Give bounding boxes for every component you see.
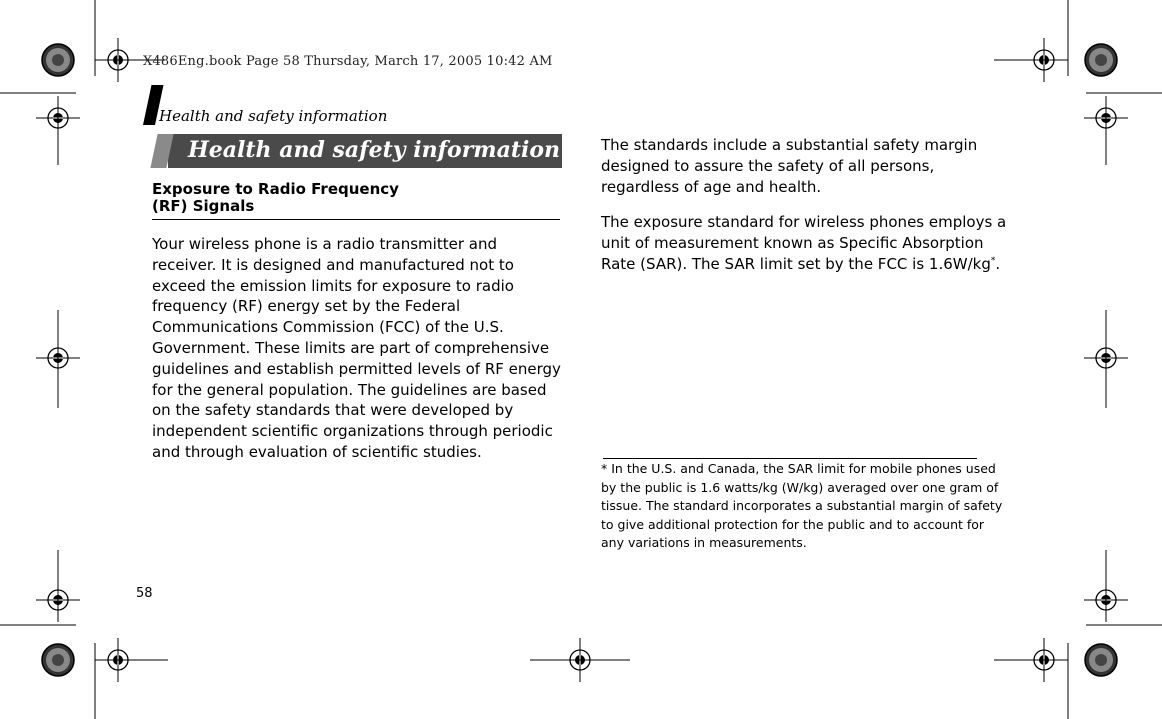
- footnote: [601, 460, 1011, 553]
- page-number: 58: [136, 586, 153, 601]
- starburst-mark-icon: [42, 644, 74, 676]
- starburst-mark-icon: [1085, 44, 1117, 76]
- print-metadata: X486Eng.book Page 58 Thursday, March 17, 2005 10:42 AM: [143, 54, 553, 69]
- left-paragraph: Your wireless phone is a radio transmitter and receiver. It is designed and manufactured not to exceed the emission limits for exposure to radio frequency (RF) energy set by the Federal Communications Commission (FCC) of the U.S. Government. These limits are part of comprehensive guidelines and establish permitted levels of RF energy for the general population. The guidelines are based on the safety standards that were developed by independent scientific organizations through periodic and through evaluation of scientific studies.: [152, 235, 561, 461]
- right-paragraph-1: The standards include a substantial safety margin designed to assure the safety of all persons, regardless of age and health.: [601, 136, 978, 196]
- sar-paragraph-text: The exposure standard for wireless phones employs a unit of measurement known as Specific Absorption Rate (SAR). The SAR limit set by the FCC is 1.6W/kg: [601, 213, 1007, 273]
- subheading: [152, 181, 560, 220]
- footnote-reference: *: [990, 255, 996, 266]
- section-title: Health and safety information: [188, 137, 561, 163]
- subheading-line-1: Exposure to Radio Frequency: [152, 180, 399, 198]
- footnote-mark: *: [601, 461, 608, 476]
- running-header-text: Health and safety information: [159, 107, 388, 125]
- starburst-mark-icon: [42, 44, 74, 76]
- sar-paragraph-end: .: [995, 254, 1001, 273]
- right-paragraph-2: [601, 212, 1011, 274]
- subheading-line-2: (RF) Signals: [152, 197, 255, 215]
- footnote-text: In the U.S. and Canada, the SAR limit for mobile phones used by the public is 1.6 watts/kg (W/kg) averaged over one gram of tissue. The standard incorporates a substantial margin of safety to give additional protection for the public and to account for any variations in measurements.: [601, 461, 1003, 551]
- section-title-banner: [168, 134, 562, 168]
- starburst-mark-icon: [1085, 644, 1117, 676]
- running-header: [143, 85, 563, 127]
- footnote-rule: [603, 458, 977, 459]
